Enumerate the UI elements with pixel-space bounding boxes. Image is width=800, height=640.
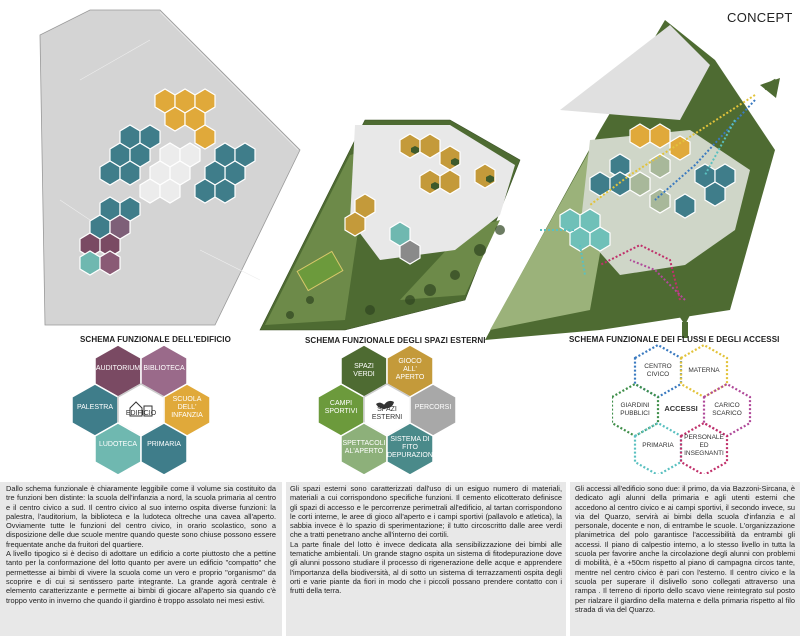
label-carico-scarico: CARICO SCARICO bbox=[712, 402, 742, 417]
label-scuola-infanzia: SCUOLA DELL' INFANZIA bbox=[171, 396, 203, 419]
label-centro-civico: CENTRO CIVICO bbox=[644, 363, 672, 378]
text-col-2-p2: La parte finale del lotto è invece dedicata alla sensibilizzazione dei bimbi alle tematiche ambientali. Un grande stagno ospita un sistema di fitodepurazione dove gli alunni possono studiare il processo di rigenerazione delle acque e apprendere l'importanza della biodiversità, al di sotto un sistema di terrazzamenti ospita degli orti e varie piante da fiori in modo che i piccoli possano prendere contatto con i frutti della terra. bbox=[290, 539, 562, 596]
label-spettacoli: SPETTACOLI AL'APERTO bbox=[342, 440, 386, 455]
label-fitodepurazione: SISTEMA DI FITO DEPURAZIONE bbox=[387, 436, 438, 459]
label-spazi-esterni: SPAZI ESTERNI bbox=[371, 406, 403, 421]
label-personale: PERSONALE ED INSEGNANTI bbox=[684, 434, 724, 457]
label-gioco-aperto: GIOCO ALL' APERTO bbox=[395, 358, 425, 381]
text-col-3-p1: Gli accessi all'edificio sono due: il primo, da via Bazzoni-Sircana, è dedicato agli alunni della primaria e agli utenti esterni che accedono al centro civico e ai campi sportivi, il secondo invece, su via del Quarzo, servirà ai bimbi della scuola d'infanzia e al personale, docente e non, di entrambe le scuole. L'organizzazione planimetrica del polo garantisce l'accessibilità da entrambi gli accessi. Il piano di calpestio interno, a lo stesso livello in tutta la scuola per favorire anche la circolazione degli alunni con problemi di mobilità, è a +50cm rispetto al piano di campagna circos tante, mentre nel centro civico è pari con l'esterno. Il centro civico e la scuola per superare il dislivello sono collegati attraverso una rampa . Il terreno di riporto dello scavo viene reintegrato sul posto per rialzare il giardino della materna e della primaria rispetto al filo strada di via del Quarzo. bbox=[575, 484, 795, 614]
concept-title: CONCEPT bbox=[727, 10, 793, 25]
label-primaria-flussi: PRIMARIA bbox=[642, 442, 674, 449]
text-col-2-p1: Gli spazi esterni sono caratterizzati dall'uso di un esiguo numero di materiali, materiali a cui corrispondono specifiche funzioni. Il cemento elicotterato definisce gli spazi di accesso e le percorrenze perimetrali all'edificio, al tartan corrispondono le corti interne, le aree di gioco all'aperto e i campi sportivi (pallavolo e atletica), la sabbia invece è lo spazio di sperimentazione; il tutto circoscritto dalle aree verdi che a tratti penetrano anche all'interno dei cortili. bbox=[290, 484, 562, 540]
label-accessi: ACCESSI bbox=[664, 404, 698, 413]
text-col-1-p1: Dallo schema funzionale è chiaramente leggibile come il volume sia costituito da tre funzioni ben distinte: la scuola dell'infanzia a nord, la scuola primaria al centro e il centro civico a sud. Il centro civico al suo interno ospita diverse funzioni: la palestra, l'auditorium, la biblioteca e la ludoteca oltreche una cavea all'aperto. Ovviamente tutte le funzioni del centro civico, in orario scolastico, sono a disposizione delle due scuole mentre quando queste sono chiuse possono essere frequentate anche da fruitori del quartiere. bbox=[6, 484, 276, 549]
label-palestra: PALESTRA bbox=[76, 404, 114, 411]
title-schema-edificio: SCHEMA FUNZIONALE DELL'EDIFICIO bbox=[80, 335, 231, 344]
plan-flussi bbox=[480, 0, 800, 345]
label-auditorium: AUDITORIUM bbox=[95, 365, 141, 372]
text-col-2 bbox=[290, 484, 562, 596]
title-schema-flussi: SCHEMA FUNZIONALE DEI FLUSSI E DEGLI ACCESSI bbox=[569, 335, 780, 344]
text-col-3 bbox=[575, 484, 795, 614]
text-col-1-p2: A livello tipogico si è deciso di adottare un edificio a corte piuttosto che a pettine tanto per la conformazione del lotto quanto per avere un edificio "compatto" che permettesse ai bimbi di vivere la scuola come un vero e proprio "organismo" da scoprire e di cui si sentissero parte integrante. La grande agorà centrale è elemento caratterizzante e permette ai bimbi di giocare all'aperto sia quando c'è troppo vento in inverno che quando il giardino è troppo assolato nei mesi estivi. bbox=[6, 549, 276, 605]
label-biblioteca: BIBLIOTECA bbox=[143, 365, 185, 372]
text-col-1 bbox=[6, 484, 276, 605]
label-ludoteca: LUDOTECA bbox=[98, 441, 138, 448]
label-campi-sportivi: CAMPI SPORTIVI bbox=[324, 400, 358, 415]
label-percorsi: PERCORSI bbox=[414, 404, 452, 411]
label-primaria: PRIMARIA bbox=[147, 441, 181, 448]
label-giardini-pubblici: GIARDINI PUBBLICI bbox=[620, 402, 650, 417]
label-spazi-verdi: SPAZI VERDI bbox=[353, 363, 375, 378]
title-schema-esterni: SCHEMA FUNZIONALE DEGLI SPAZI ESTERNI bbox=[305, 336, 486, 345]
label-edificio: EDIFICIO bbox=[125, 410, 157, 417]
label-materna: MATERNA bbox=[688, 367, 720, 374]
